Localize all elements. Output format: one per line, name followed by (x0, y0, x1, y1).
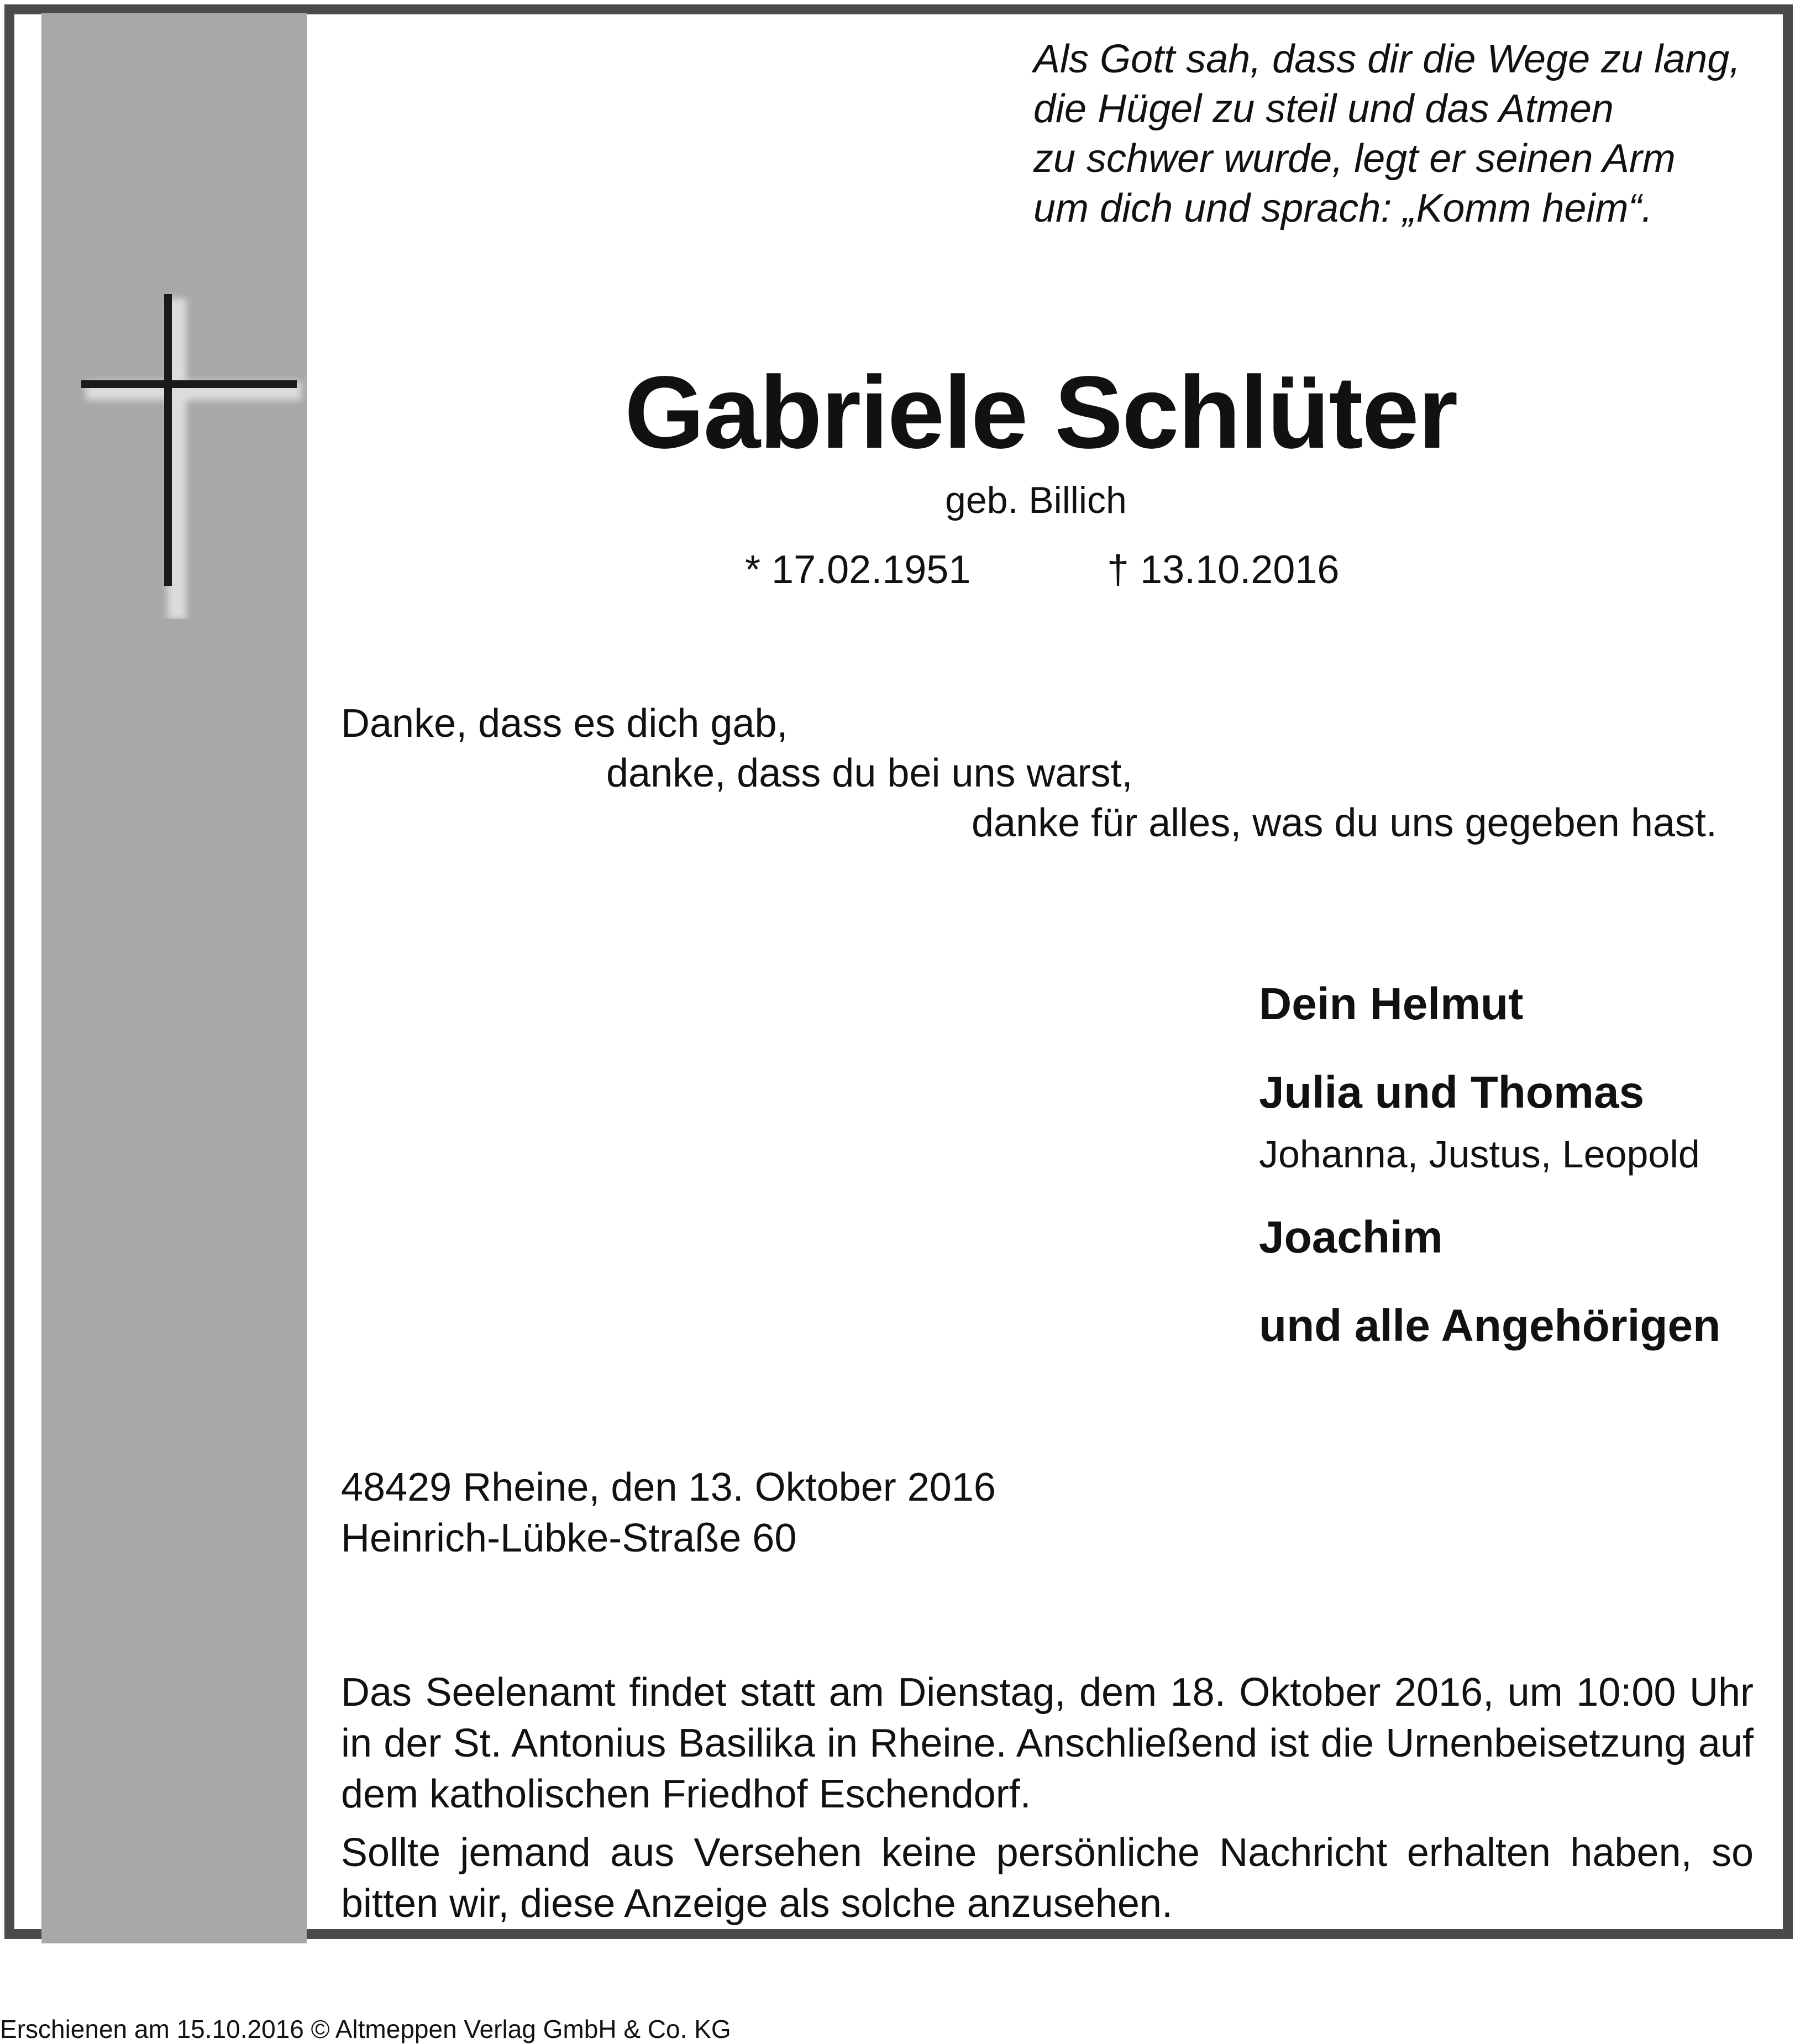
funeral-notice: Das Seelenamt findet statt am Dienstag, dem 18. Oktober 2016, um 10:00 Uhr in der St. Antonius Basilika in Rheine. Anschließend ist die Urnenbeisetzung auf dem katholischen Friedhof Eschendorf. (341, 1670, 1754, 1816)
family-joachim: Joachim (1259, 1212, 1443, 1262)
birth-date: * 17.02.1951 (745, 548, 971, 592)
deceased-name: Gabriele Schlüter (624, 355, 1457, 470)
street-address: Heinrich-Lübke-Straße 60 (341, 1516, 797, 1560)
quote-line: die Hügel zu steil und das Atmen (1033, 87, 1614, 131)
quote-line: zu schwer wurde, legt er seinen Arm (1033, 137, 1676, 181)
cross-icon (75, 287, 307, 619)
thanks-line-3: danke für alles, was du uns gegeben hast. (972, 801, 1717, 845)
family-relatives: und alle Angehörigen (1259, 1301, 1721, 1351)
place-date: 48429 Rheine, den 13. Oktober 2016 (341, 1465, 996, 1510)
family-helmut: Dein Helmut (1259, 979, 1524, 1029)
quote-line: um dich und sprach: „Komm heim“. (1033, 186, 1653, 230)
death-date: † 13.10.2016 (1107, 548, 1340, 592)
born-name: geb. Billich (945, 479, 1127, 521)
thanks-line-1: Danke, dass es dich gab, (341, 701, 788, 746)
quote-block (1033, 34, 1740, 233)
publication-footer: Erschienen am 15.10.2016 © Altmeppen Verlag GmbH & Co. KG (0, 2015, 731, 2043)
family-grandchildren: Johanna, Justus, Leopold (1259, 1133, 1700, 1176)
thanks-line-2: danke, dass du bei uns warst, (606, 751, 1133, 795)
closing-notice: Sollte jemand aus Versehen keine persönliche Nachricht erhalten haben, so bitten wir, diese Anzeige als solche anzusehen. (341, 1831, 1754, 1926)
quote-line: Als Gott sah, dass dir die Wege zu lang, (1033, 37, 1741, 81)
family-julia-thomas: Julia und Thomas (1259, 1067, 1645, 1118)
